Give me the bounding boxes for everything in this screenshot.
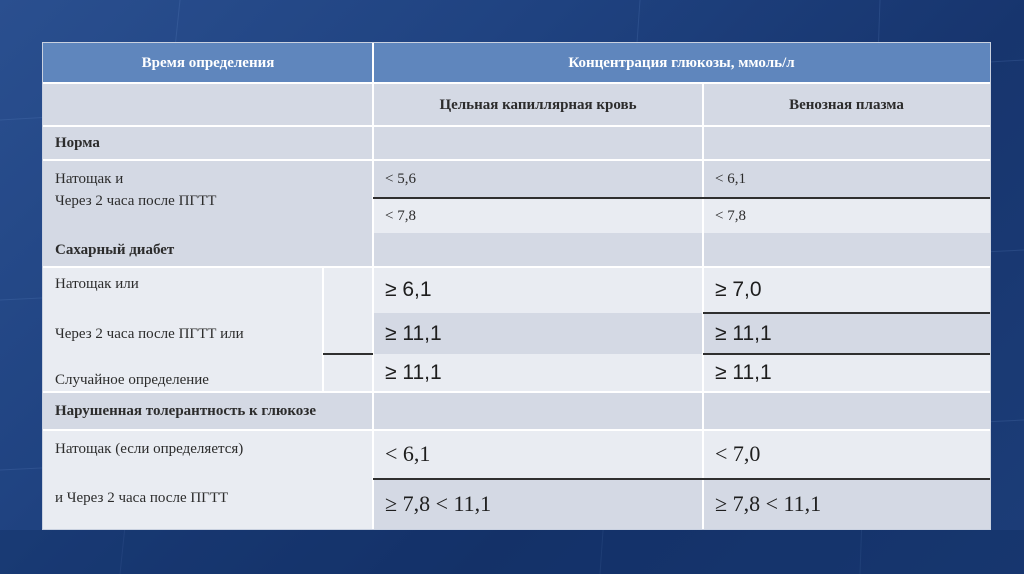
tolerance-2h-venous: ≥ 7,8 < 11,1 [703,479,990,529]
diabetes-2h-venous: ≥ 11,1 [703,313,990,354]
grid-vline-values [702,83,704,529]
tolerance-label-2h: и Через 2 часа после ПГТТ [55,490,229,506]
norm-fasting-venous: < 6,1 [703,160,990,198]
diabetes-label-2h: Через 2 часа после ПГТТ или [55,326,244,342]
subheader-venous-cell [703,83,990,126]
header-time-cell [43,43,373,83]
grid-vline-bracket [322,267,324,392]
norm-label-line1: Натощак и [55,171,124,187]
grid-hline-subheader [43,125,990,127]
diabetes-2h-capillary: ≥ 11,1 [373,313,703,354]
diabetes-label-fasting: Натощак или [55,276,139,292]
subheader-empty-cell [43,83,373,126]
divider-tolerance-rows [373,478,990,480]
section-tolerance-title: Нарушенная толерантность к глюкозе [43,392,990,430]
header-concentration-cell [373,43,990,83]
norm-2h-venous: < 7,8 [703,198,990,233]
grid-hline-tolerance-body [43,429,990,431]
glucose-criteria-table [42,42,991,530]
grid-hline-header [43,82,990,84]
divider-norm-rows [373,197,990,199]
divider-diabetes-bracket [323,353,373,355]
grid-hline-diabetes [43,266,990,268]
norm-label-line2: Через 2 часа после ПГТТ [55,193,217,209]
tolerance-2h-capillary: ≥ 7,8 < 11,1 [373,479,703,529]
subheader-capillary-label: Цельная капиллярная кровь [439,96,637,113]
header-time-label: Время определения [141,55,275,71]
grid-hline-tolerance [43,391,990,393]
diabetes-random-venous: ≥ 11,1 [703,354,990,392]
divider-diabetes-venous-2 [703,353,990,355]
tolerance-label-fasting: Натощак (если определяется) [55,441,244,457]
tolerance-fasting-capillary: < 6,1 [373,430,703,479]
section-norm-title: Норма [43,126,990,160]
norm-fasting-capillary: < 5,6 [373,160,703,198]
diabetes-random-capillary: ≥ 11,1 [373,354,703,392]
diabetes-label-random: Случайное определение [55,372,209,388]
diabetes-fasting-venous: ≥ 7,0 [703,267,990,313]
divider-diabetes-venous-1 [703,312,990,314]
grid-vline-main [372,43,374,529]
section-diabetes-title: Сахарный диабет [43,233,990,267]
tolerance-fasting-venous: < 7,0 [703,430,990,479]
diabetes-fasting-capillary: ≥ 6,1 [373,267,703,313]
grid-hline-norm [43,159,990,161]
norm-label-cell [43,160,373,233]
norm-2h-capillary: < 7,8 [373,198,703,233]
header-concentration-label: Концентрация глюкозы, ммоль/л [568,55,795,71]
subheader-capillary-cell [373,83,703,126]
diabetes-bracket-cell [323,267,373,392]
subheader-venous-label: Венозная плазма [789,96,904,113]
